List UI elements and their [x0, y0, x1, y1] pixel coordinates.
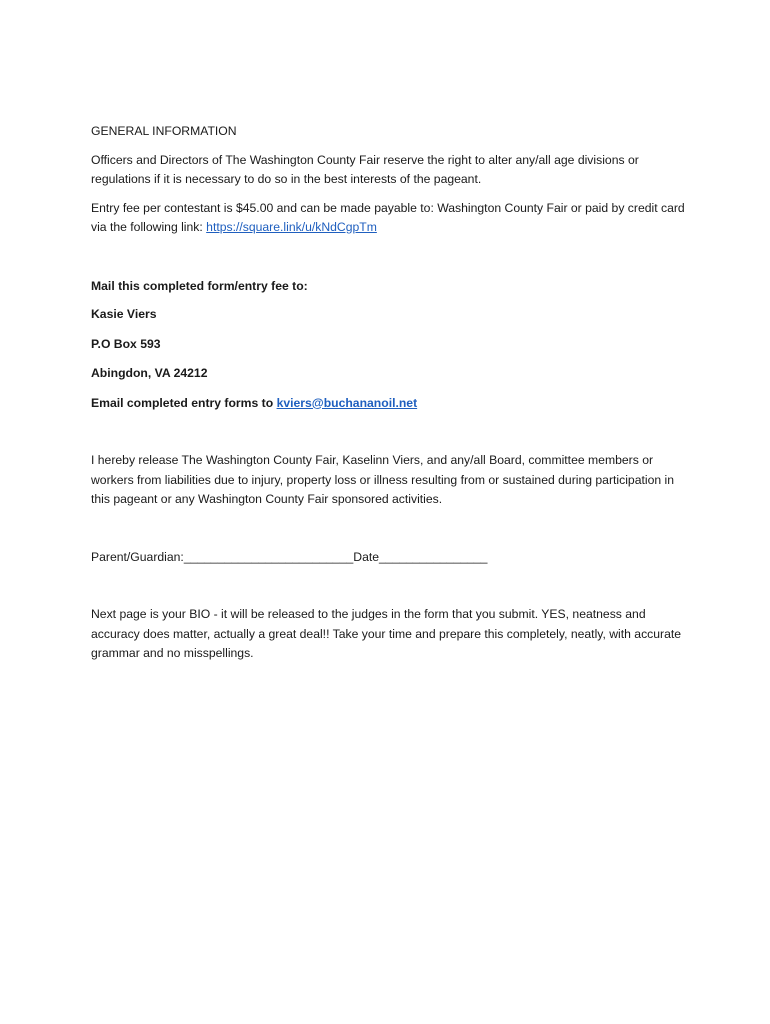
- email-link[interactable]: kviers@buchananoil.net: [276, 395, 418, 410]
- release-paragraph: I hereby release The Washington County Fair, Kaselinn Viers, and any/all Board, committee members or workers from liabilities due to injury, property loss or illness resulting from or sustained during participation in this pageant or any Washington County Fair sponsored activities.: [91, 453, 674, 506]
- email-label: Email completed entry forms to: [91, 395, 277, 410]
- payment-link[interactable]: https://square.link/u/kNdCgpTm: [206, 220, 377, 234]
- entry-fee-text: Entry fee per contestant is $45.00 and can be made payable to: Washington County Fair or paid by credit card via the following link:: [91, 200, 685, 234]
- document-body: [91, 122, 691, 664]
- mail-po-box: P.O Box 593: [91, 336, 161, 351]
- officers-paragraph: Officers and Directors of The Washington County Fair reserve the right to alter any/all age divisions or regulations if it is necessary to do so in the best interests of the pageant.: [91, 152, 639, 186]
- mail-city: Abingdon, VA 24212: [91, 366, 208, 380]
- email-paragraph: [91, 394, 691, 414]
- entry-fee-paragraph: [91, 199, 691, 238]
- bio-note-paragraph: Next page is your BIO - it will be released to the judges in the form that you submit. YES, neatness and accuracy does matter, actually a great deal!! Take your time and prepare this completely, neatly, with accurate grammar and no misspellings.: [91, 607, 682, 660]
- mail-heading: Mail this completed form/entry fee to:: [91, 278, 308, 293]
- mail-name: Kasie Viers: [91, 307, 157, 321]
- general-information-heading: GENERAL INFORMATION: [91, 124, 237, 138]
- signature-line: Parent/Guardian:_________________________Date________________: [91, 549, 488, 564]
